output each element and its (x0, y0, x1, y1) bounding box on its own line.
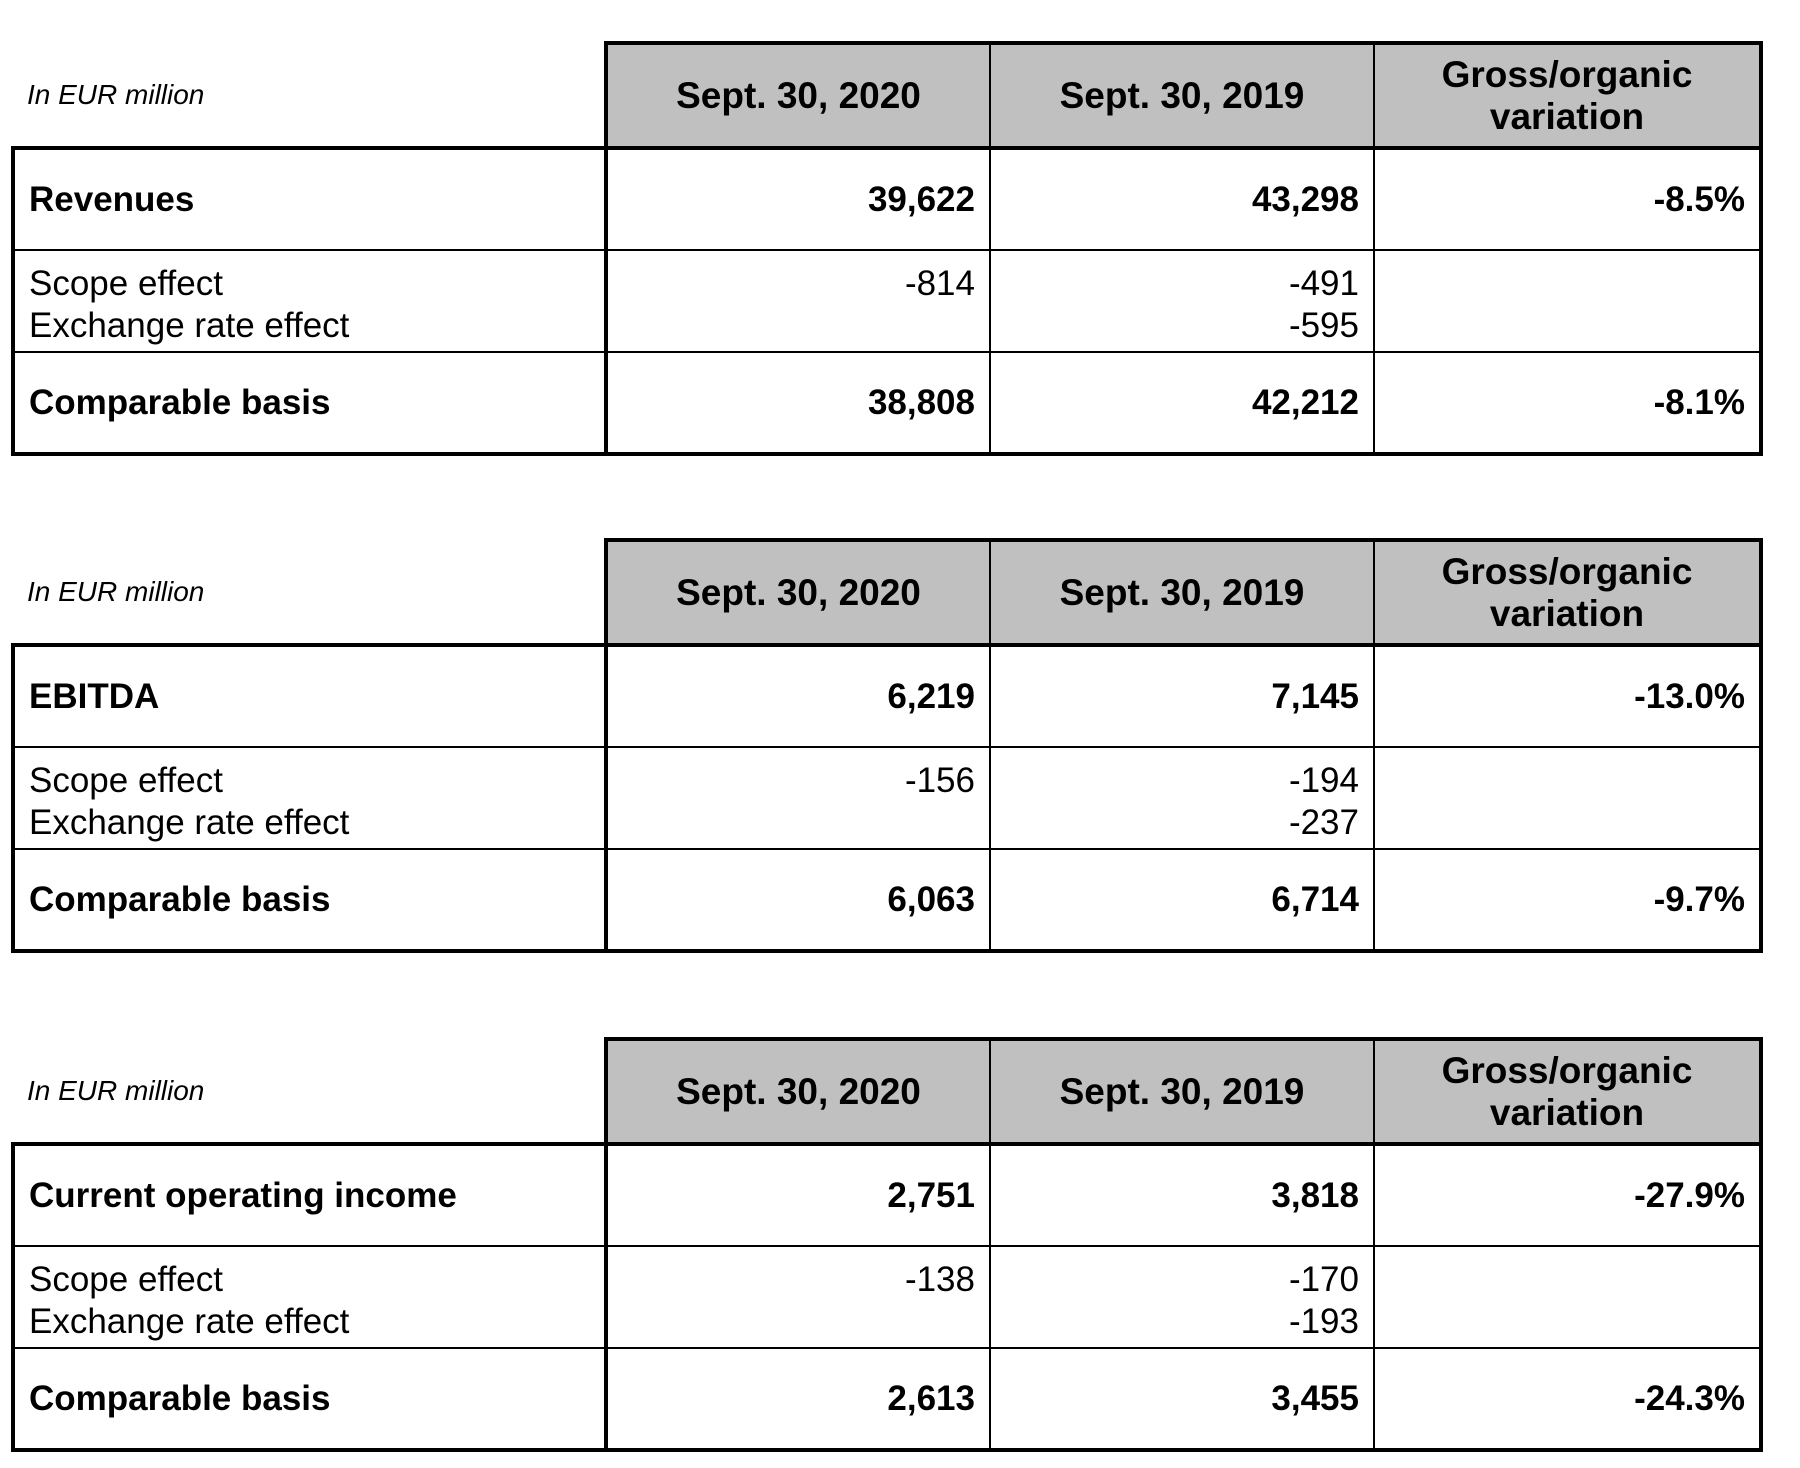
table-header-row (13, 43, 1761, 148)
effects-labels (13, 747, 606, 849)
header-variation (1374, 1039, 1761, 1144)
exchange-rate-effect-label: Exchange rate effect (29, 803, 350, 842)
value-variation: -27.9% (1374, 1144, 1761, 1246)
table-header-row (13, 1039, 1761, 1144)
exchange-rate-effect-2019: -193 (1288, 1302, 1359, 1341)
scope-effect-2019: -194 (1288, 761, 1359, 800)
header-variation-line1: Gross/organic (1441, 1050, 1693, 1092)
table-row (13, 148, 1761, 250)
header-sept-2020: Sept. 30, 2020 (606, 43, 990, 148)
header-variation-line2: variation (1489, 1091, 1645, 1133)
value-2019: 43,298 (990, 148, 1374, 250)
value-2019: 3,455 (990, 1348, 1374, 1450)
exchange-rate-effect-2019: -595 (1288, 306, 1359, 345)
effects-2020 (606, 250, 990, 352)
effects-labels (13, 1246, 606, 1348)
exchange-rate-effect-2019: -237 (1288, 803, 1359, 842)
effects-2020 (606, 1246, 990, 1348)
effects-variation (1374, 747, 1761, 849)
scope-effect-label: Scope effect (29, 1260, 223, 1299)
value-variation: -8.5% (1374, 148, 1761, 250)
header-variation-line2: variation (1489, 95, 1645, 137)
header-sept-2019: Sept. 30, 2019 (990, 540, 1374, 645)
table-row (13, 352, 1761, 454)
effects-variation (1374, 1246, 1761, 1348)
effects-labels (13, 250, 606, 352)
header-variation (1374, 540, 1761, 645)
effects-variation (1374, 250, 1761, 352)
scope-effect-2020: -138 (904, 1260, 975, 1299)
value-2019: 42,212 (990, 352, 1374, 454)
value-variation: -9.7% (1374, 849, 1761, 951)
row-label: Comparable basis (13, 352, 606, 454)
effects-2019 (990, 1246, 1374, 1348)
scope-effect-2019: -170 (1288, 1260, 1359, 1299)
ebitda-table (11, 538, 1763, 953)
row-label: Comparable basis (13, 849, 606, 951)
unit-label: In EUR million (27, 78, 205, 110)
header-sept-2019: Sept. 30, 2019 (990, 1039, 1374, 1144)
exchange-rate-effect-label: Exchange rate effect (29, 306, 350, 345)
value-2020: 2,613 (606, 1348, 990, 1450)
value-variation: -13.0% (1374, 645, 1761, 747)
header-variation-line2: variation (1489, 592, 1645, 634)
row-label: Current operating income (13, 1144, 606, 1246)
scope-effect-label: Scope effect (29, 761, 223, 800)
value-2020: 39,622 (606, 148, 990, 250)
table-row (13, 747, 1761, 849)
value-2019: 6,714 (990, 849, 1374, 951)
table-row (13, 645, 1761, 747)
scope-effect-label: Scope effect (29, 264, 223, 303)
value-2020: 38,808 (606, 352, 990, 454)
scope-effect-2020: -814 (904, 264, 975, 303)
value-2020: 6,063 (606, 849, 990, 951)
table-row (13, 1348, 1761, 1450)
table-row (13, 849, 1761, 951)
scope-effect-2019: -491 (1288, 264, 1359, 303)
row-label: Revenues (13, 148, 606, 250)
value-variation: -24.3% (1374, 1348, 1761, 1450)
current-operating-income-table (11, 1037, 1763, 1452)
effects-2019 (990, 747, 1374, 849)
value-2020: 6,219 (606, 645, 990, 747)
row-label: Comparable basis (13, 1348, 606, 1450)
table-header-row (13, 540, 1761, 645)
value-2019: 3,818 (990, 1144, 1374, 1246)
value-2020: 2,751 (606, 1144, 990, 1246)
header-variation-line1: Gross/organic (1441, 54, 1693, 96)
header-sept-2019: Sept. 30, 2019 (990, 43, 1374, 148)
effects-2019 (990, 250, 1374, 352)
effects-2020 (606, 747, 990, 849)
unit-label: In EUR million (27, 575, 205, 607)
value-variation: -8.1% (1374, 352, 1761, 454)
table-row (13, 1144, 1761, 1246)
row-label: EBITDA (13, 645, 606, 747)
value-2019: 7,145 (990, 645, 1374, 747)
header-sept-2020: Sept. 30, 2020 (606, 1039, 990, 1144)
header-variation-line1: Gross/organic (1441, 551, 1693, 593)
table-row (13, 1246, 1761, 1348)
table-row (13, 250, 1761, 352)
unit-label: In EUR million (27, 1074, 205, 1106)
exchange-rate-effect-label: Exchange rate effect (29, 1302, 350, 1341)
header-sept-2020: Sept. 30, 2020 (606, 540, 990, 645)
header-variation (1374, 43, 1761, 148)
revenues-table (11, 41, 1763, 456)
scope-effect-2020: -156 (904, 761, 975, 800)
